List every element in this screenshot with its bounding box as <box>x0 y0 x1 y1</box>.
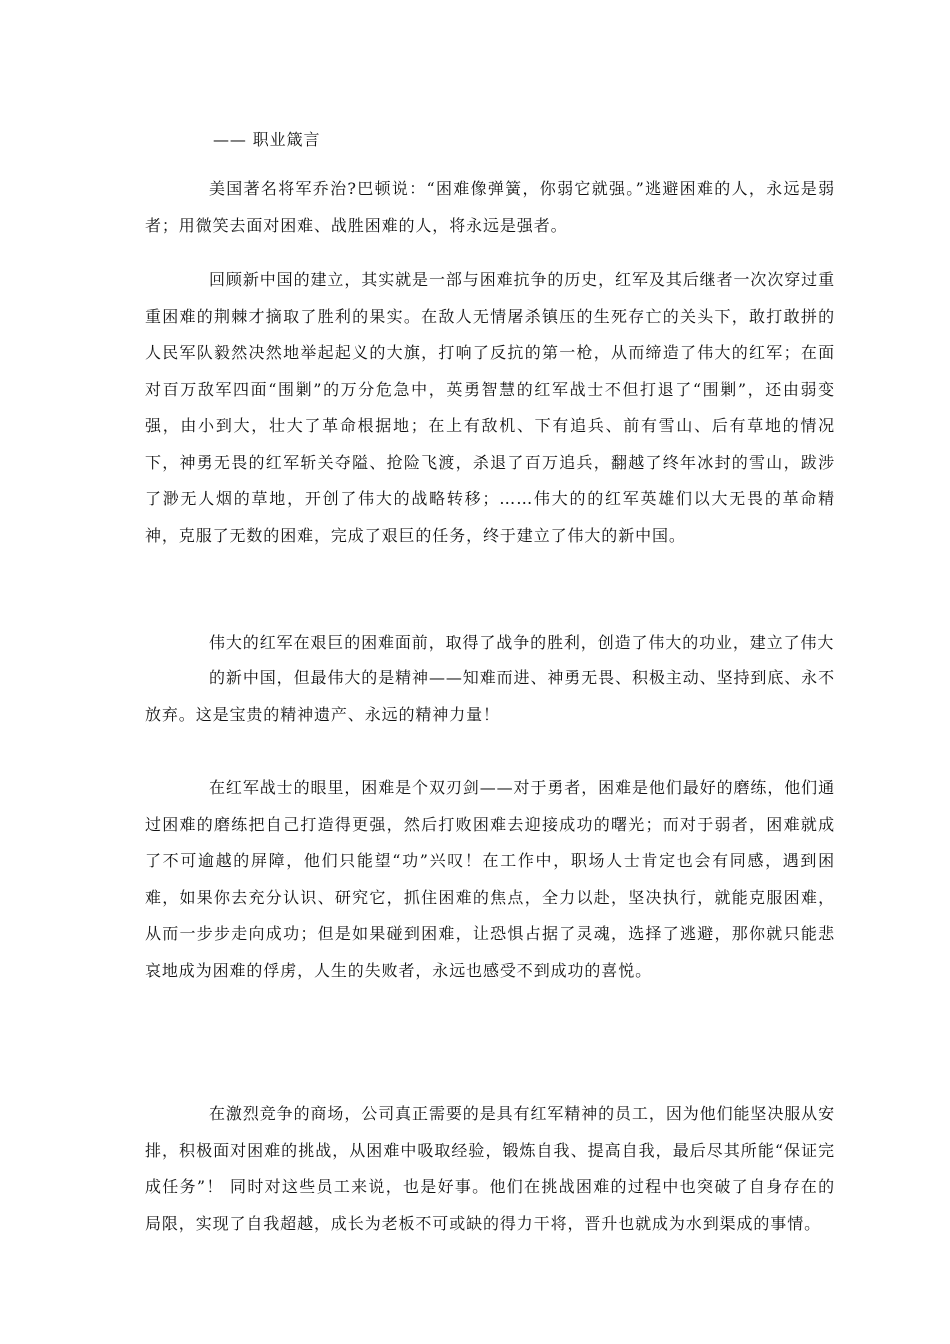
paragraph-text: 的新中国，但最伟大的是精神——知难而进、神勇无畏、积极主动、坚持到底、永不放弃。这是宝贵的精神遗产、永远的精神力量！ <box>145 668 835 724</box>
paragraph-red-army-victory <box>145 625 835 662</box>
paragraph-text: 伟大的红军在艰巨的困难面前，取得了战争的胜利，创造了伟大的功业，建立了伟大 <box>209 633 835 652</box>
paragraph-text: 回顾新中国的建立，其实就是一部与困难抗争的历史，红军及其后继者一次次穿过重重困难的荆棘才摘取了胜利的果实。在敌人无情屠杀镇压的生死存亡的关头下，敢打敢拼的人民军队毅然决然地举起起义的大旗，打响了反抗的第一枪，从而缔造了伟大的红军；在面对百万敌军四面“围剿”的万分危急中，英勇智慧的红军战士不但打退了“围剿”，还由弱变强，由小到大，壮大了革命根据地；在上有敌机、下有追兵、前有雪山、后有草地的情况下，神勇无畏的红军斩关夺隘、抢险飞渡，杀退了百万追兵，翻越了终年冰封的雪山，跋涉了渺无人烟的草地，开创了伟大的战略转移；……伟大的的红军英雄们以大无畏的革命精神，克服了无数的困难，完成了艰巨的任务，终于建立了伟大的新中国。 <box>145 270 835 545</box>
paragraph-new-china-history <box>145 262 835 554</box>
epigraph: —— 职业箴言 <box>213 130 321 149</box>
paragraph-patton-quote <box>145 171 835 244</box>
paragraph-red-army-spirit <box>145 660 835 733</box>
paragraph-text: 美国著名将军乔治?巴顿说：“困难像弹簧，你弱它就强。”逃避困难的人，永远是弱者；用微笑去面对困难、战胜困难的人，将永远是强者。 <box>145 179 835 235</box>
paragraph-text: 在红军战士的眼里，困难是个双刃剑——对于勇者，困难是他们最好的磨练，他们通过困难的磨练把自己打造得更强，然后打败困难去迎接成功的曙光；而对于弱者，困难就成了不可逾越的屏障，他们只能望“功”兴叹！在工作中，职场人士肯定也会有同感，遇到困难，如果你去充分认识、研究它，抓住困难的焦点，全力以赴，坚决执行，就能克服困难，从而一步步走向成功；但是如果碰到困难，让恐惧占据了灵魂，选择了逃避，那你就只能悲哀地成为困难的俘虏，人生的失败者，永远也感受不到成功的喜悦。 <box>145 778 835 980</box>
paragraph-double-edged-sword <box>145 770 835 989</box>
paragraph-workplace <box>145 1096 835 1242</box>
paragraph-text: 在激烈竞争的商场，公司真正需要的是具有红军精神的员工，因为他们能坚决服从安排，积极面对困难的挑战，从困难中吸取经验，锻炼自我、提高自我，最后尽其所能“保证完成任务”！ 同时对这些员工来说，也是好事。他们在挑战困难的过程中也突破了自身存在的局限，实现了自我超越，成长为老板不可或缺的得力干将，晋升也就成为水到渠成的事情。 <box>145 1104 835 1233</box>
